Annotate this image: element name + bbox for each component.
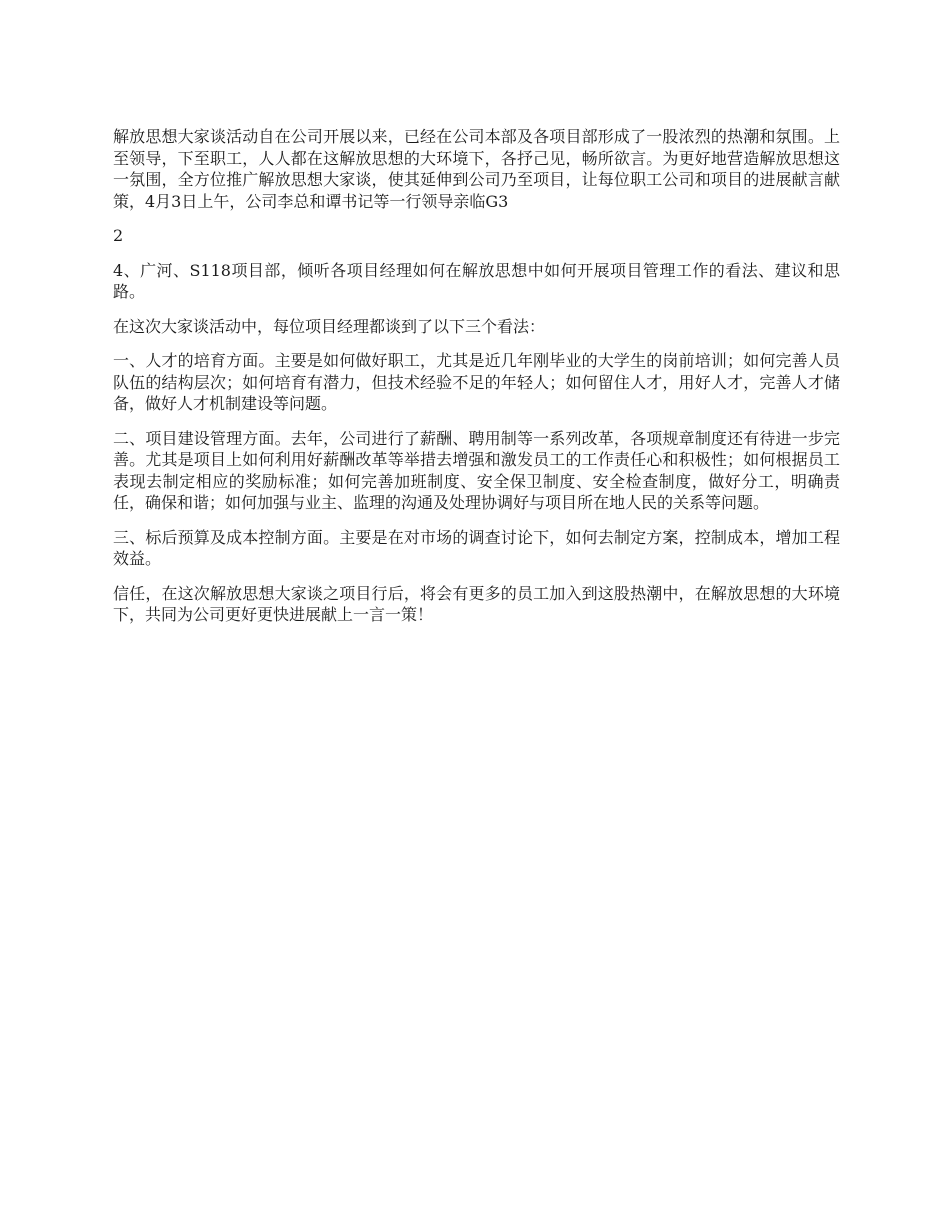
paragraph-cost-control: 三、标后预算及成本控制方面。主要是在对市场的调查讨论下，如何去制定方案，控制成本，增加工程效益。 [113, 527, 840, 568]
document-body [113, 126, 840, 639]
paragraph-project-visit: 4、广河、S118项目部，倾听各项目经理如何在解放思想中如何开展项目管理工作的看法、建议和思路。 [113, 260, 840, 301]
paragraph-project-management: 二、项目建设管理方面。去年，公司进行了薪酬、聘用制等一系列改革，各项规章制度还有待进一步完善。尤其是项目上如何利用好薪酬改革等举措去增强和激发员工的工作责任心和积极性；如何根据员工表现去制定相应的奖励标准；如何完善加班制度、安全保卫制度、安全检查制度，做好分工，明确责任，确保和谐；如何加强与业主、监理的沟通及处理协调好与项目所在地人民的关系等问题。 [113, 428, 840, 512]
paragraph-intro: 解放思想大家谈活动自在公司开展以来，已经在公司本部及各项目部形成了一股浓烈的热潮和氛围。上至领导，下至职工，人人都在这解放思想的大环境下，各抒己见，畅所欲言。为更好地营造解放思想这一氛围，全方位推广解放思想大家谈，使其延伸到公司乃至项目，让每位职工公司和项目的进展献言献策，4月3日上午，公司李总和谭书记等一行领导亲临G3 [113, 127, 840, 211]
paragraph-conclusion: 信任，在这次解放思想大家谈之项目行后，将会有更多的员工加入到这股热潮中，在解放思想的大环境下，共同为公司更好更快进展献上一言一策！ [113, 583, 840, 624]
paragraph-talent: 一、人才的培育方面。主要是如何做好职工，尤其是近几年刚毕业的大学生的岗前培训；如何完善人员队伍的结构层次；如何培育有潜力，但技术经验不足的年轻人；如何留住人才，用好人才，完善人才储备，做好人才机制建设等问题。 [113, 351, 840, 413]
paragraph-page-number: 2 [113, 226, 124, 245]
paragraph-three-views: 在这次大家谈活动中，每位项目经理都谈到了以下三个看法： [113, 316, 546, 336]
